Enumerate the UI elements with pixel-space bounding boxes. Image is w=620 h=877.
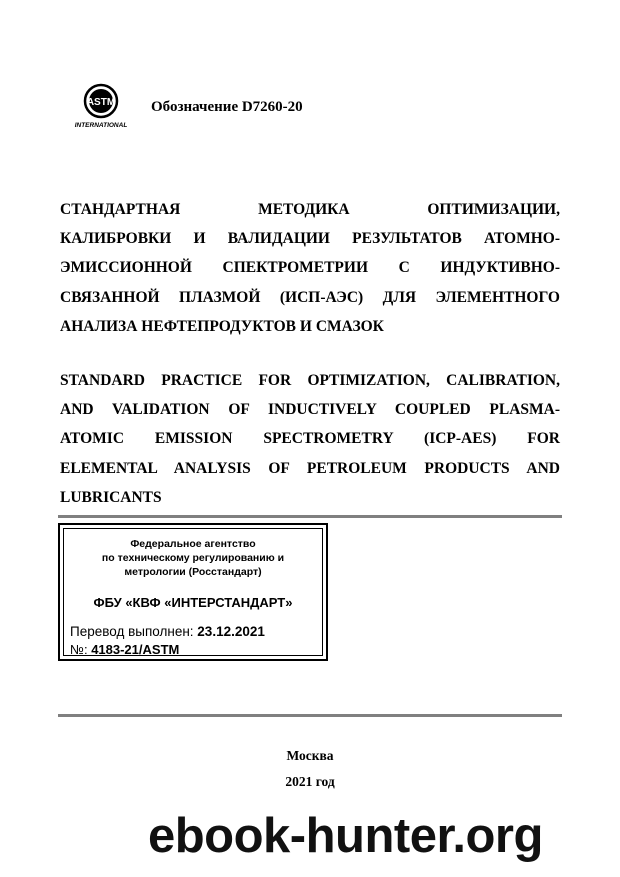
- number-value: 4183-21/ASTM: [91, 642, 180, 657]
- translated-label: Перевод выполнен:: [70, 624, 194, 639]
- agency-name: [64, 537, 322, 579]
- title-en-line: STANDARD PRACTICE FOR OPTIMIZATION, CALIBRATION,: [60, 372, 560, 389]
- agency-line: Федеральное агентство: [130, 538, 256, 550]
- title-ru-line: СВЯЗАННОЙ ПЛАЗМОЙ (ИСП-АЭС) ДЛЯ ЭЛЕМЕНТНОГО: [60, 288, 560, 306]
- stamp-inner-border: [63, 528, 323, 656]
- title-en-line: LUBRICANTS: [60, 488, 162, 506]
- astm-logo: [74, 82, 128, 130]
- organization-name: ФБУ «КВФ «ИНТЕРСТАНДАРТ»: [93, 595, 293, 610]
- translated-date: 23.12.2021: [197, 624, 265, 639]
- agency-line: метрологии (Росстандарт): [124, 566, 262, 578]
- number-label: №:: [70, 642, 88, 657]
- logo-text: ASTM: [86, 97, 116, 108]
- title-ru-line: СТАНДАРТНАЯ МЕТОДИКА ОПТИМИЗАЦИИ,: [60, 201, 560, 218]
- divider-bottom: [58, 714, 562, 717]
- watermark: ebook-hunter.org: [148, 809, 543, 863]
- divider-top: [58, 515, 562, 518]
- agency-line: по техническому регулированию и: [101, 552, 285, 564]
- astm-logo-icon: [74, 82, 128, 130]
- title-en-line: ATOMIC EMISSION SPECTROMETRY (ICP-AES) FOR: [60, 430, 560, 448]
- translation-date-row: [70, 624, 265, 639]
- title-ru-line: ЭМИССИОННОЙ СПЕКТРОМЕТРИИ С ИНДУКТИВНО-: [60, 259, 560, 277]
- designation: Обозначение D7260-20: [151, 99, 303, 115]
- title-ru-line: КАЛИБРОВКИ И ВАЛИДАЦИИ РЕЗУЛЬТАТОВ АТОМНО-: [60, 230, 560, 248]
- title-english: [60, 366, 560, 512]
- city: Москва: [286, 748, 334, 763]
- translation-number-row: [70, 642, 179, 657]
- year: 2021 год: [285, 774, 335, 789]
- logo-subtext: INTERNATIONAL: [74, 122, 128, 129]
- title-russian: [60, 195, 560, 341]
- title-ru-line: АНАЛИЗА НЕФТЕПРОДУКТОВ И СМАЗОК: [60, 317, 384, 335]
- translation-stamp: [58, 523, 328, 661]
- title-en-line: AND VALIDATION OF INDUCTIVELY COUPLED PLASMA-: [60, 401, 560, 419]
- title-en-line: ELEMENTAL ANALYSIS OF PETROLEUM PRODUCTS AND: [60, 459, 560, 477]
